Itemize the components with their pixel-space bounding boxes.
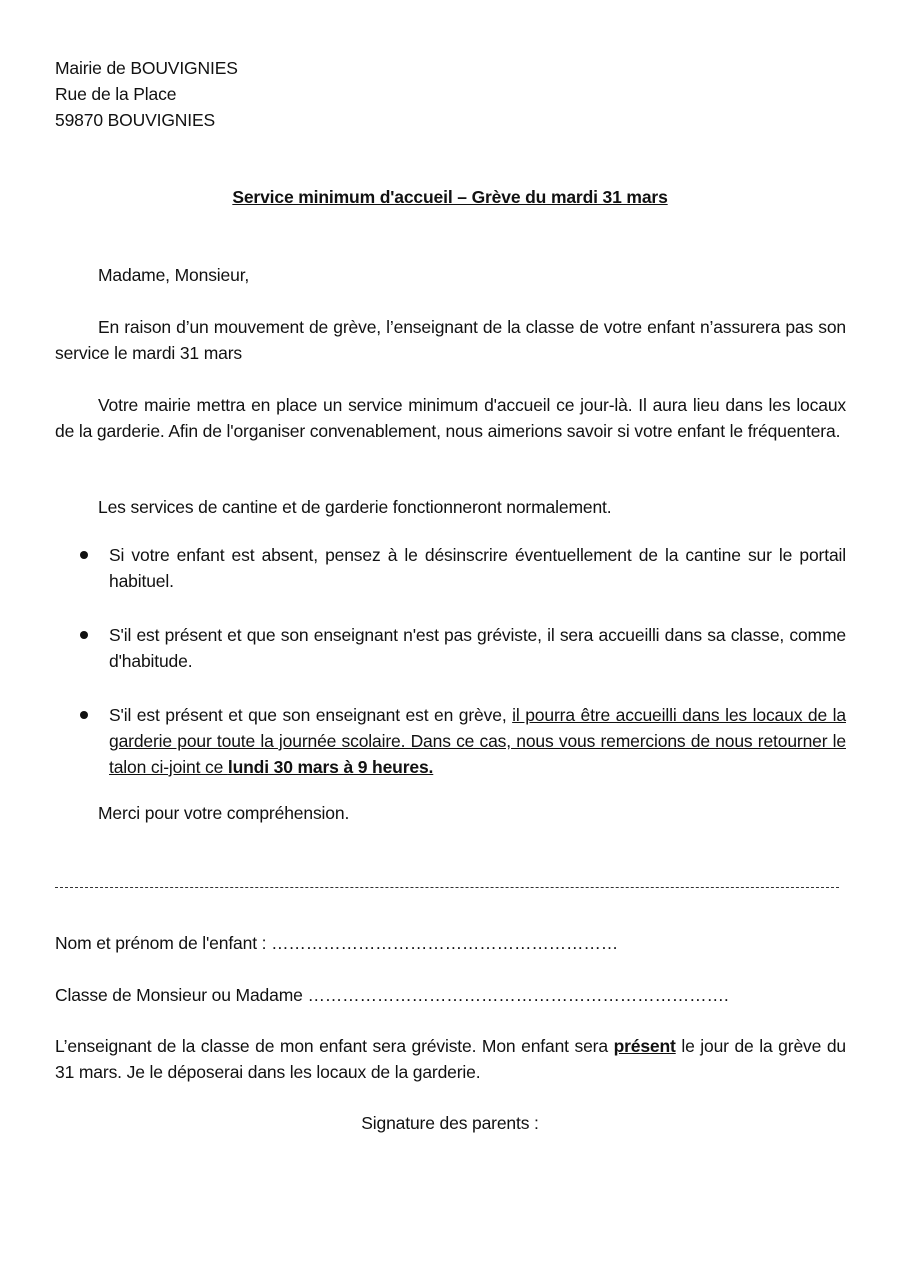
bullet-icon [80,551,88,559]
sender-address [55,55,238,133]
paragraph-strike-notice: En raison d’un mouvement de grève, l’enseignant de la classe de votre enfant n’assurera pas son service le mardi 31 mars [55,317,846,363]
bullet-present-striking [80,702,846,780]
bullet-present-not-striking [80,622,846,674]
deadline-bold-text: lundi 30 mars à 9 heures. [227,757,434,777]
cut-line-separator [55,887,839,888]
salutation: Madame, Monsieur, [98,265,250,285]
bullet-underlined-text: il pourra être accueilli dans les locaux de la garderie pour toute la journée scolaire. Dans ce cas, nous vous remercions de nous retourner le talon ci-joint ce [109,705,846,777]
paragraph-cantine-garderie: Les services de cantine et de garderie fonctionneront normalement. [98,497,612,517]
statement-text-end: le jour de la grève du 31 mars. Je le déposerai dans les locaux de la garderie. [55,1036,846,1082]
statement-present-bold: présent [613,1036,676,1056]
letter-title: Service minimum d'accueil – Grève du mardi 31 mars [232,187,668,207]
bullet-icon [80,711,88,719]
child-name-label: Nom et prénom de l'enfant : [55,933,272,953]
signature-label: Signature des parents : [361,1113,539,1133]
statement-text: L’enseignant de la classe de mon enfant sera gréviste. Mon enfant sera [55,1036,614,1056]
parent-statement [55,1033,846,1085]
sender-street: Rue de la Place [55,84,177,104]
sender-city: 59870 BOUVIGNIES [55,110,216,130]
class-label: Classe de Monsieur ou Madame [55,985,308,1005]
bullet-absent [80,542,846,594]
sender-name: Mairie de BOUVIGNIES [55,58,238,78]
closing: Merci pour votre compréhension. [98,803,350,823]
paragraph-service-minimum: Votre mairie mettra en place un service minimum d'accueil ce jour-là. Il aura lieu dans les locaux de la garderie. Afin de l'organiser convenablement, nous aimerions savoir si votre enfant le fréquentera. [55,395,846,441]
child-name-field[interactable] [55,930,846,956]
class-field[interactable] [55,982,846,1008]
bullet-icon [80,631,88,639]
bullet-plain-text: S'il est présent et que son enseignant est en grève, [109,705,513,725]
bullet-text: S'il est présent et que son enseignant n'est pas gréviste, il sera accueilli dans sa classe, comme d'habitude. [109,625,846,671]
bullet-text [109,702,846,780]
bullet-text: Si votre enfant est absent, pensez à le désinscrire éventuellement de la cantine sur le portail habituel. [109,545,846,591]
class-blank[interactable]: ………………………………………………………………. [307,985,729,1005]
child-name-blank[interactable]: …………………………………………………… [271,933,619,953]
